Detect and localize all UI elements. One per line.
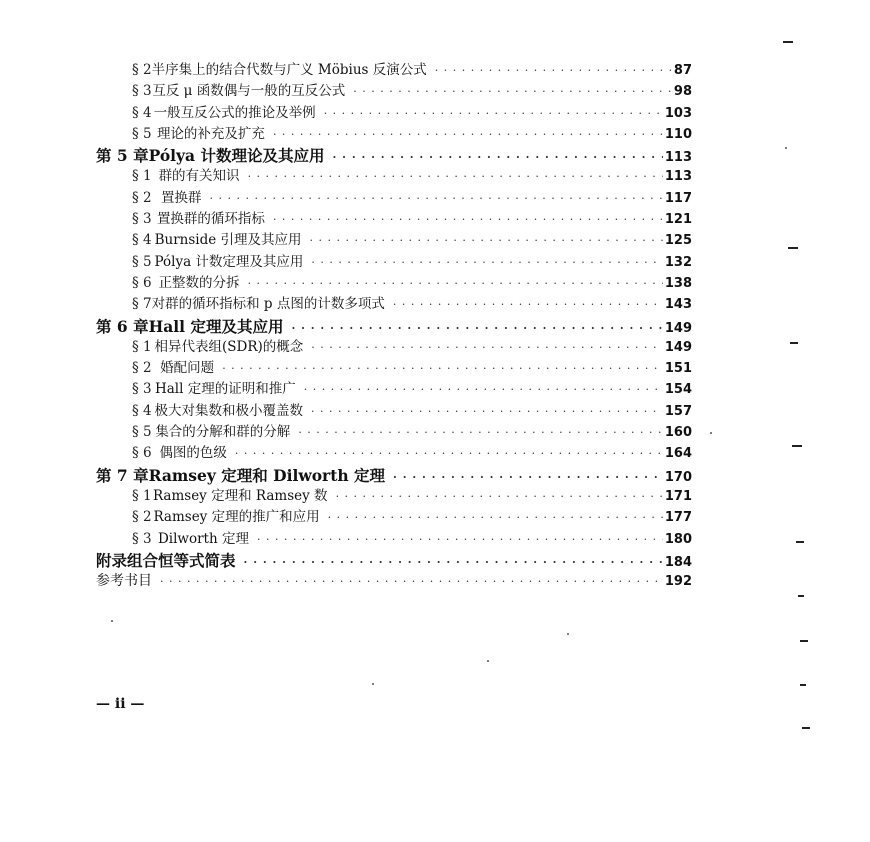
toc-section-row[interactable] — [96, 550, 692, 571]
table-of-contents — [96, 60, 692, 592]
toc-page-number: 117 — [664, 190, 692, 206]
toc-dot-leader — [311, 401, 663, 422]
toc-dot-leader — [328, 507, 663, 528]
toc-entry-number: § 3 — [132, 381, 152, 398]
toc-entry-number: 第 7 章 — [96, 465, 149, 485]
scan-mark — [788, 247, 798, 249]
toc-entry-title: 半序集上的结合代数与广义 Möbius 反演公式 — [151, 62, 427, 78]
toc-page-number: 87 — [673, 63, 692, 78]
toc-section-row[interactable] — [96, 358, 692, 379]
toc-dot-leader — [311, 337, 663, 358]
toc-entry-number: § 1 — [132, 168, 152, 185]
toc-page-number: 149 — [664, 339, 692, 355]
toc-entry-number: § 4 — [132, 104, 152, 121]
toc-page-number: 132 — [664, 254, 692, 270]
scan-dot — [567, 633, 569, 635]
toc-page-number: 125 — [664, 233, 692, 249]
toc-section-row[interactable] — [96, 379, 692, 400]
toc-page-number: 180 — [664, 531, 692, 547]
toc-section-row[interactable] — [96, 443, 692, 464]
toc-dot-leader — [235, 443, 663, 464]
toc-section-row[interactable] — [96, 124, 692, 145]
toc-entry-title: Hall 定理的证明和推广 — [154, 381, 296, 398]
toc-section-row[interactable] — [96, 166, 692, 187]
scan-dot — [785, 147, 787, 149]
toc-entry-title: Pólya 计数定理及其应用 — [154, 253, 304, 270]
scan-dot — [372, 683, 374, 685]
toc-entry-number: 第 6 章 — [96, 316, 149, 336]
toc-page-number: 170 — [664, 469, 692, 485]
toc-entry-number: 附录 — [96, 550, 128, 570]
toc-entry-number: § 7 — [132, 296, 152, 313]
toc-entry-title: 组合恒等式简表 — [127, 550, 236, 570]
toc-page-number: 184 — [664, 554, 692, 570]
toc-entry-title: 互反 μ 函数偶与一般的互反公式 — [152, 83, 346, 100]
toc-page-number: 157 — [664, 403, 692, 419]
toc-page-number: 149 — [664, 320, 692, 336]
toc-section-row[interactable] — [96, 209, 692, 230]
scan-mark — [800, 684, 806, 686]
toc-section-row[interactable] — [96, 486, 692, 507]
toc-section-row[interactable] — [96, 230, 692, 251]
toc-page-number: 164 — [664, 446, 692, 462]
toc-dot-leader — [160, 571, 663, 592]
toc-section-row[interactable] — [96, 507, 692, 528]
toc-section-row[interactable] — [96, 422, 692, 443]
toc-page-number: 154 — [664, 382, 692, 398]
scan-dot — [111, 620, 113, 622]
toc-chapter-row[interactable] — [96, 465, 692, 486]
toc-dot-leader — [311, 252, 662, 273]
toc-entry-number: § 2 — [132, 509, 152, 526]
toc-entry-title: 群的有关知识 — [158, 168, 240, 185]
toc-dot-leader — [273, 124, 663, 145]
toc-entry-title: Pólya 计数理论及其应用 — [148, 146, 325, 166]
toc-entry-number: § 3 — [132, 83, 152, 100]
toc-entry-title: Burnside 引理及其应用 — [154, 232, 302, 249]
toc-entry-number: § 6 — [132, 445, 152, 462]
toc-entry-number: § 5 — [132, 424, 152, 441]
toc-entry-number: 第 5 章 — [96, 146, 149, 166]
toc-dot-leader — [336, 486, 663, 507]
toc-dot-leader — [248, 166, 663, 187]
toc-section-row[interactable] — [96, 529, 692, 550]
toc-page-number: 177 — [664, 510, 692, 526]
toc-section-row[interactable] — [96, 252, 692, 273]
toc-entry-number: § 2 — [132, 189, 152, 206]
toc-dot-leader — [393, 294, 663, 315]
toc-chapter-row[interactable] — [96, 145, 692, 166]
toc-dot-leader — [324, 103, 663, 124]
toc-page-number: 171 — [664, 488, 692, 504]
toc-entry-number: § 2 — [132, 62, 152, 78]
toc-entry-title: 理论的补充及扩充 — [156, 125, 265, 142]
toc-entry-number: § 3 — [132, 211, 152, 228]
toc-entry-number: § 4 — [132, 402, 152, 419]
toc-entry-title: 置换群的循环指标 — [156, 211, 265, 228]
toc-dot-leader — [210, 188, 663, 209]
toc-dot-leader — [435, 60, 672, 81]
toc-section-row[interactable] — [96, 60, 692, 81]
scan-mark — [802, 727, 810, 729]
toc-dot-leader — [353, 81, 672, 102]
toc-entry-number: § 1 — [132, 338, 152, 355]
toc-section-row[interactable] — [96, 103, 692, 124]
toc-entry-title: 婚配问题 — [160, 360, 215, 377]
toc-entry-number: § 6 — [132, 274, 152, 291]
toc-page-number: 98 — [673, 84, 692, 100]
toc-entry-number: § 3 — [132, 530, 152, 547]
toc-section-row[interactable] — [96, 401, 692, 422]
toc-entry-title: 正整数的分拆 — [158, 274, 240, 291]
toc-entry-title: 参考书目 — [96, 573, 152, 590]
toc-dot-leader — [248, 273, 663, 294]
toc-entry-number: § 1 — [132, 487, 152, 504]
toc-entry-title: 对群的循环指标和 p 点图的计数多项式 — [151, 296, 385, 313]
toc-entry-number: § 5 — [132, 125, 152, 142]
toc-entry-title: Dilworth 定理 — [157, 530, 249, 547]
toc-page-number: 121 — [664, 212, 692, 228]
toc-page-number: 151 — [664, 361, 692, 377]
toc-page-number: 192 — [664, 574, 692, 590]
toc-page-number: 143 — [664, 297, 692, 313]
scan-mark — [783, 41, 793, 43]
toc-dot-leader — [257, 529, 663, 550]
toc-page-number: 138 — [664, 275, 692, 291]
scan-mark — [792, 445, 802, 447]
toc-entry-title: 偶图的色级 — [159, 445, 227, 462]
toc-page-number: 110 — [664, 126, 692, 142]
toc-section-row[interactable] — [96, 571, 692, 592]
scan-mark — [800, 640, 808, 642]
toc-dot-leader — [333, 147, 663, 168]
toc-section-row[interactable] — [96, 294, 692, 315]
toc-dot-leader — [298, 422, 663, 443]
scan-dot — [487, 660, 489, 662]
toc-section-row[interactable] — [96, 273, 692, 294]
toc-entry-title: Hall 定理及其应用 — [148, 316, 284, 336]
toc-entry-number: § 5 — [132, 253, 152, 270]
toc-entry-title: 一般互反公式的推论及举例 — [153, 104, 316, 121]
toc-page-number: 113 — [664, 169, 692, 185]
toc-entry-title: 相异代表组(SDR)的概念 — [154, 338, 304, 355]
toc-dot-leader — [291, 318, 662, 339]
toc-page-number: 103 — [664, 105, 692, 121]
toc-entry-title: 集合的分解和群的分解 — [155, 424, 291, 441]
toc-entry-title: 极大对集数和极小覆盖数 — [154, 402, 303, 419]
toc-dot-leader — [244, 552, 663, 573]
scan-mark — [796, 541, 804, 543]
toc-dot-leader — [222, 358, 663, 379]
toc-section-row[interactable] — [96, 81, 692, 102]
toc-entry-title: Ramsey 定理和 Dilworth 定理 — [148, 465, 386, 485]
toc-page-number: 160 — [664, 425, 692, 441]
toc-entry-number: § 4 — [132, 232, 152, 249]
toc-entry-title: Ramsey 定理和 Ramsey 数 — [152, 487, 328, 504]
page-number-footer: — ii — — [96, 696, 145, 712]
scan-dot — [710, 432, 712, 434]
toc-entry-title: Ramsey 定理的推广和应用 — [153, 509, 320, 526]
toc-dot-leader — [393, 467, 663, 488]
toc-dot-leader — [304, 379, 663, 400]
scan-mark — [798, 595, 804, 597]
toc-entry-title: 置换群 — [161, 189, 202, 206]
toc-section-row[interactable] — [96, 337, 692, 358]
scan-mark — [790, 342, 798, 344]
toc-dot-leader — [273, 209, 663, 230]
toc-page-number: 113 — [664, 150, 692, 166]
toc-entry-number: § 2 — [132, 360, 152, 377]
toc-section-row[interactable] — [96, 188, 692, 209]
toc-chapter-row[interactable] — [96, 316, 692, 337]
toc-dot-leader — [310, 230, 663, 251]
